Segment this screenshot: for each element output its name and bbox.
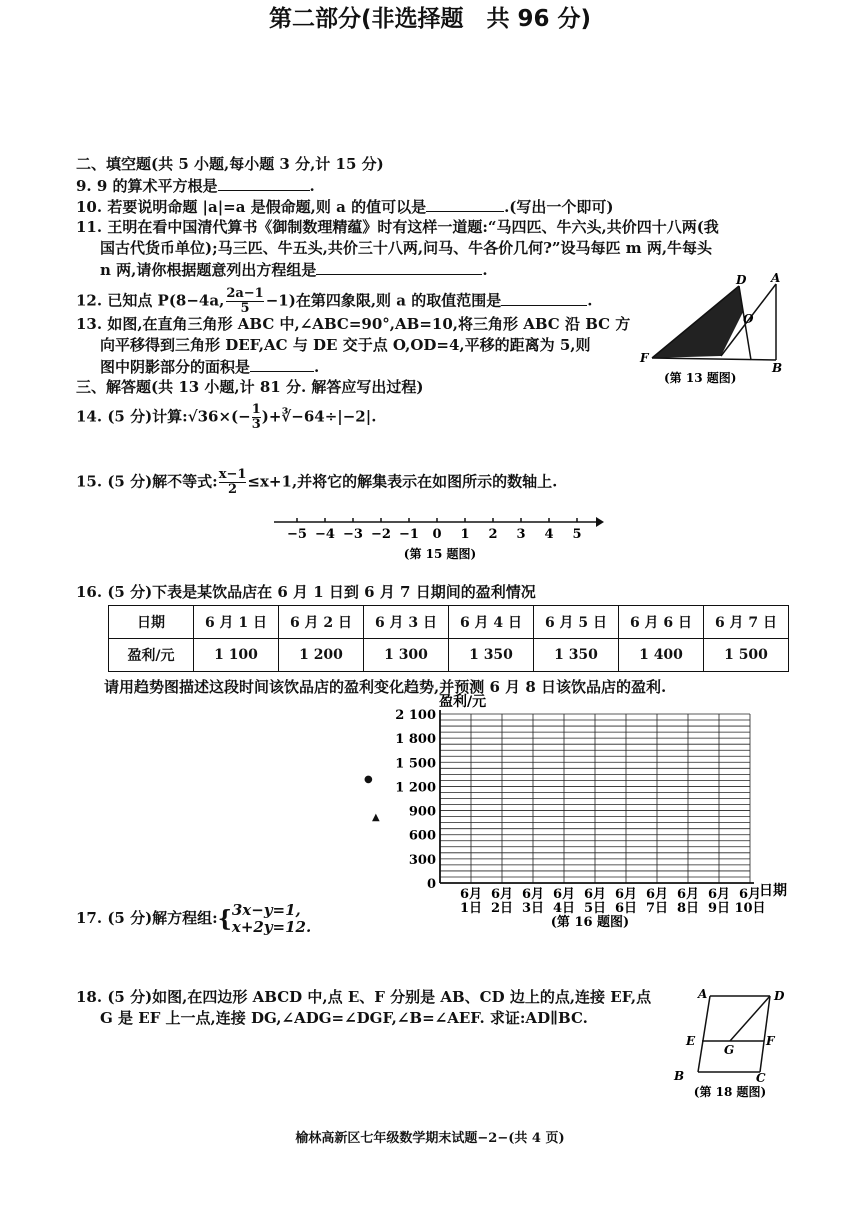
table-row (109, 606, 789, 639)
question-15: 15. (5 分)解不等式: $\frac{x-1}{2}$ ≤x+1,并将它的解集表示在如图所示的数轴上. (76, 467, 558, 497)
y-tick-label: 1 200 (395, 780, 436, 796)
table-cell: 1 100 (194, 639, 279, 672)
y-tick-label: 0 (426, 877, 436, 892)
table-header-cell: 盈利/元 (109, 639, 194, 672)
x-tick-label: 6月 (707, 887, 731, 902)
question-17: 17. (5 分)解方程组:{ 3x−y=1, x+2y=12. (76, 901, 312, 936)
figure-13-diagram (636, 272, 796, 390)
label-O: O (743, 312, 754, 326)
question-11-line2: 国古代货币单位);马三匹、牛五头,共价三十八两,问马、牛各价几何?”设马每匹 m 两,牛每头 (100, 239, 713, 257)
answer-blank[interactable] (426, 197, 504, 212)
x-tick-label: 6月 (738, 887, 762, 902)
table-cell: 1 200 (279, 639, 364, 672)
question-13-line1: 13. 如图,在直角三角形 ABC 中,∠ABC=90°,AB=10,将三角形 ABC 沿 BC 方 (76, 315, 631, 333)
label-B: B (772, 361, 783, 375)
x-tick-label: 2日 (490, 901, 514, 916)
label-B: B (674, 1069, 685, 1083)
question-16-instruction: 请用趋势图描述这段时间该饮品店的盈利变化趋势,并预测 6 月 8 日该饮品店的盈利. (104, 678, 667, 696)
chart-xlabel: 日期 (759, 883, 787, 899)
question-18-line2: G 是 EF 上一点,连接 DG,∠ADG=∠DGF,∠B=∠AEF. 求证:AD∥BC. (100, 1009, 588, 1027)
x-tick-label: 9日 (707, 901, 731, 916)
label-E: E (686, 1034, 696, 1048)
table-cell: 6 月 7 日 (704, 606, 789, 639)
number-line-label: 4 (544, 527, 554, 542)
page-title: 第二部分(非选择题 共 96 分) (268, 6, 592, 32)
number-line-label: 1 (460, 527, 470, 542)
table-cell: 6 月 5 日 (534, 606, 619, 639)
question-11-line3: n 两,请你根据题意列出方程组是 . (100, 261, 488, 279)
y-tick-label: 600 (408, 828, 436, 844)
label-A: A (698, 987, 708, 1001)
question-12: 12. 已知点 P(8−4a, $\frac{2a-1}{5}$ −1)在第四象限,则 a 的取值范围是 . (76, 286, 593, 316)
label-D: D (774, 989, 785, 1003)
answer-blank[interactable] (250, 357, 314, 372)
y-tick-label: 1 500 (395, 756, 436, 772)
x-tick-label: 6月 (676, 887, 700, 902)
figure-13-caption: (第 13 题图) (664, 371, 737, 385)
label-A: A (771, 272, 781, 285)
y-tick-label: 2 100 (395, 708, 436, 723)
number-line-label: −1 (399, 527, 419, 542)
question-13-line2: 向平移得到三角形 DEF,AC 与 DE 交于点 O,OD=4,平移的距离为 5,则 (100, 336, 591, 354)
number-line-label: 2 (488, 527, 498, 542)
table-cell: 6 月 6 日 (619, 606, 704, 639)
number-line[interactable] (270, 510, 610, 564)
figure-18-diagram (668, 984, 798, 1104)
question-10: 10. 若要说明命题 |a|=a 是假命题,则 a 的值可以是 .(写出一个即可) (76, 198, 614, 216)
x-tick-label: 10日 (734, 901, 766, 916)
chart-ylabel: 盈利/元 (439, 694, 487, 710)
answer-blank[interactable] (501, 291, 587, 306)
table-cell: 1 500 (704, 639, 789, 672)
label-G: G (724, 1043, 735, 1057)
section-solve-heading: 三、解答题(共 13 小题,计 81 分. 解答应写出过程) (76, 378, 424, 396)
x-tick-label: 5日 (583, 901, 607, 916)
stray-mark: ▲ (372, 812, 380, 823)
number-line-label: −5 (287, 527, 307, 542)
x-tick-label: 6月 (583, 887, 607, 902)
x-tick-label: 1日 (459, 901, 483, 916)
question-11-line1: 11. 王明在看中国清代算书《御制数理精蕴》时有这样一道题:“马四匹、牛六头,共价四十八两(我 (76, 218, 719, 236)
figure-15-caption: (第 15 题图) (403, 547, 477, 561)
answer-blank[interactable] (316, 260, 482, 275)
label-C: C (756, 1071, 766, 1085)
number-line-label: 3 (516, 527, 526, 542)
x-tick-label: 6月 (521, 887, 545, 902)
question-14: 14. (5 分)计算:√36×(− $\frac{1}{3}$ )+∛−64÷|−2|. (76, 402, 377, 432)
answer-blank[interactable] (218, 176, 310, 191)
label-F: F (640, 351, 649, 365)
question-16: 16. (5 分)下表是某饮品店在 6 月 1 日到 6 月 7 日期间的盈利情况 (76, 583, 536, 601)
page-footer: 榆林高新区七年级数学期末试题−2−(共 4 页) (295, 1131, 565, 1146)
table-cell: 6 月 3 日 (364, 606, 449, 639)
table-row (109, 639, 789, 672)
table-cell: 6 月 4 日 (449, 606, 534, 639)
table-cell: 1 350 (534, 639, 619, 672)
number-line-label: −4 (315, 527, 335, 542)
table-cell: 1 350 (449, 639, 534, 672)
figure-18-caption: (第 18 题图) (693, 1085, 767, 1099)
question-18-line1: 18. (5 分)如图,在四边形 ABCD 中,点 E、F 分别是 AB、CD 边上的点,连接 EF,点 (76, 988, 652, 1006)
x-tick-label: 6月 (614, 887, 638, 902)
table-cell: 6 月 1 日 (194, 606, 279, 639)
number-line-label: 0 (432, 527, 442, 542)
question-13-line3: 图中阴影部分的面积是 . (100, 358, 320, 376)
profit-trend-grid-chart[interactable] (360, 690, 820, 932)
table-cell: 1 400 (619, 639, 704, 672)
figure-16-caption: (第 16 题图) (550, 915, 630, 930)
x-tick-label: 6月 (645, 887, 669, 902)
x-tick-label: 7日 (645, 901, 669, 916)
question-9: 9. 9 的算术平方根是 . (76, 177, 315, 195)
table-cell: 1 300 (364, 639, 449, 672)
label-D: D (736, 273, 747, 287)
number-line-label: −2 (371, 527, 391, 542)
table-header-cell: 日期 (109, 606, 194, 639)
x-tick-label: 3日 (521, 901, 545, 916)
y-tick-label: 900 (408, 804, 436, 820)
x-tick-label: 4日 (552, 901, 576, 916)
number-line-label: 5 (572, 527, 582, 542)
x-tick-label: 8日 (676, 901, 700, 916)
x-tick-label: 6月 (552, 887, 576, 902)
profit-table (108, 605, 789, 672)
x-tick-label: 6月 (490, 887, 514, 902)
x-tick-label: 6月 (459, 887, 483, 902)
y-tick-label: 300 (408, 852, 436, 868)
y-tick-label: 1 800 (395, 732, 436, 748)
number-line-label: −3 (343, 527, 363, 542)
x-tick-label: 6日 (614, 901, 638, 916)
table-cell: 6 月 2 日 (279, 606, 364, 639)
stray-dot: ● (364, 774, 373, 785)
section-fill-in-heading: 二、填空题(共 5 小题,每小题 3 分,计 15 分) (76, 155, 384, 173)
label-F: F (766, 1034, 775, 1048)
